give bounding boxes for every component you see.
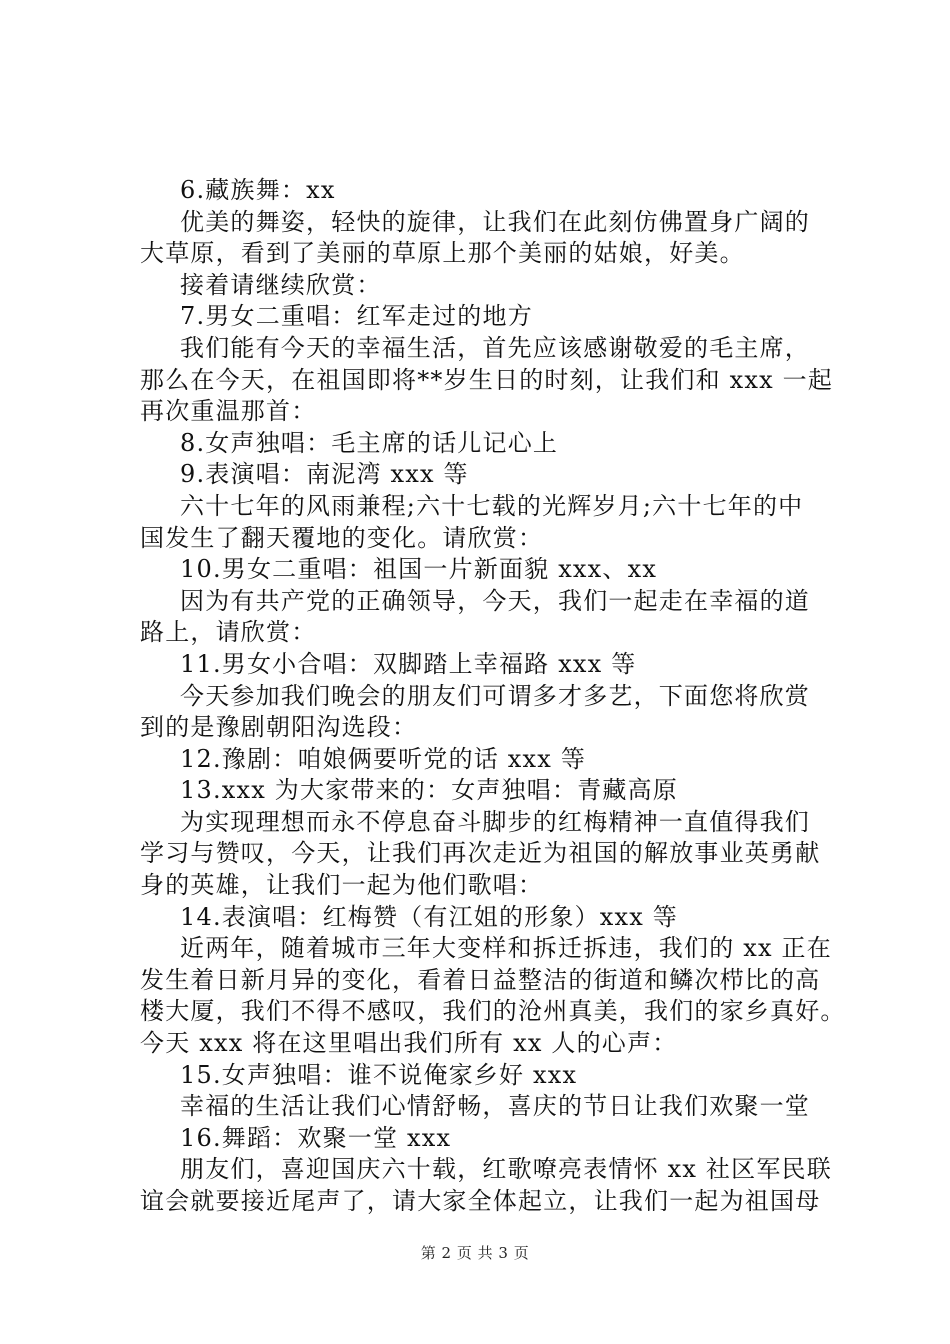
text-line: 14.表演唱：红梅赞（有江姐的形象）xxx 等 <box>180 902 679 931</box>
text-line: 11.男女小合唱：双脚踏上幸福路 xxx 等 <box>180 649 637 678</box>
text-line: 近两年，随着城市三年大变样和拆迁拆违，我们的 xx 正在 <box>180 934 832 963</box>
text-line: 朋友们，喜迎国庆六十载，红歌嘹亮表情怀 xx 社区军民联 <box>180 1155 832 1184</box>
text-line: 6.藏族舞：xx <box>180 176 336 204</box>
text-line: 13.xxx 为大家带来的：女声独唱：青藏高原 <box>180 776 679 805</box>
text-line: 9.表演唱：南泥湾 xxx 等 <box>180 460 469 489</box>
text-line: 再次重温那首： <box>140 397 317 426</box>
text-line: 大草原，看到了美丽的草原上那个美丽的姑娘，好美。 <box>140 239 745 268</box>
text-line: 因为有共产党的正确领导，今天，我们一起走在幸福的道 <box>180 586 810 615</box>
text-line: 发生着日新月异的变化，看着日益整洁的街道和鳞次栉比的高 <box>140 965 821 994</box>
text-line: 10.男女二重唱：祖国一片新面貌 xxx、xx <box>180 555 658 584</box>
text-line: 楼大厦，我们不得不感叹，我们的沧州真美，我们的家乡真好。 <box>140 997 846 1026</box>
text-line: 我们能有今天的幸福生活，首先应该感谢敬爱的毛主席， <box>180 333 810 362</box>
text-line: 六十七年的风雨兼程;六十七载的光辉岁月;六十七年的中 <box>180 491 804 520</box>
text-line: 国发生了翻天覆地的变化。请欣赏： <box>140 523 544 552</box>
text-line: 谊会就要接近尾声了，请大家全体起立，让我们一起为祖国母 <box>140 1187 821 1215</box>
text-line: 12.豫剧：咱娘俩要听党的话 xxx 等 <box>180 744 587 773</box>
text-line: 幸福的生活让我们心情舒畅，喜庆的节日让我们欢聚一堂 <box>180 1092 810 1121</box>
text-line: 16.舞蹈：欢聚一堂 xxx <box>180 1123 452 1152</box>
page-number-footer: 第 2 页 共 3 页 <box>420 1244 530 1262</box>
text-line: 优美的舞姿，轻快的旋律，让我们在此刻仿佛置身广阔的 <box>180 207 810 236</box>
text-line: 那么在今天，在祖国即将**岁生日的时刻，让我们和 xxx 一起 <box>140 365 834 394</box>
text-line: 7.男女二重唱：红军走过的地方 <box>180 302 533 331</box>
text-line: 为实现理想而永不停息奋斗脚步的红梅精神一直值得我们 <box>180 807 810 836</box>
text-line: 接着请继续欣赏： <box>180 270 382 299</box>
text-line: 8.女声独唱：毛主席的话儿记心上 <box>180 428 559 457</box>
text-line: 学习与赞叹，今天，让我们再次走近为祖国的解放事业英勇献 <box>140 839 821 868</box>
text-line: 今天 xxx 将在这里唱出我们所有 xx 人的心声： <box>140 1029 678 1058</box>
text-line: 15.女声独唱：谁不说俺家乡好 xxx <box>180 1060 578 1089</box>
text-line: 今天参加我们晚会的朋友们可谓多才多艺，下面您将欣赏 <box>180 681 810 710</box>
document-body <box>140 175 846 1218</box>
text-line: 身的英雄，让我们一起为他们歌唱： <box>140 871 544 900</box>
text-line: 路上，请欣赏： <box>140 618 317 647</box>
text-line: 到的是豫剧朝阳沟选段： <box>140 713 418 742</box>
